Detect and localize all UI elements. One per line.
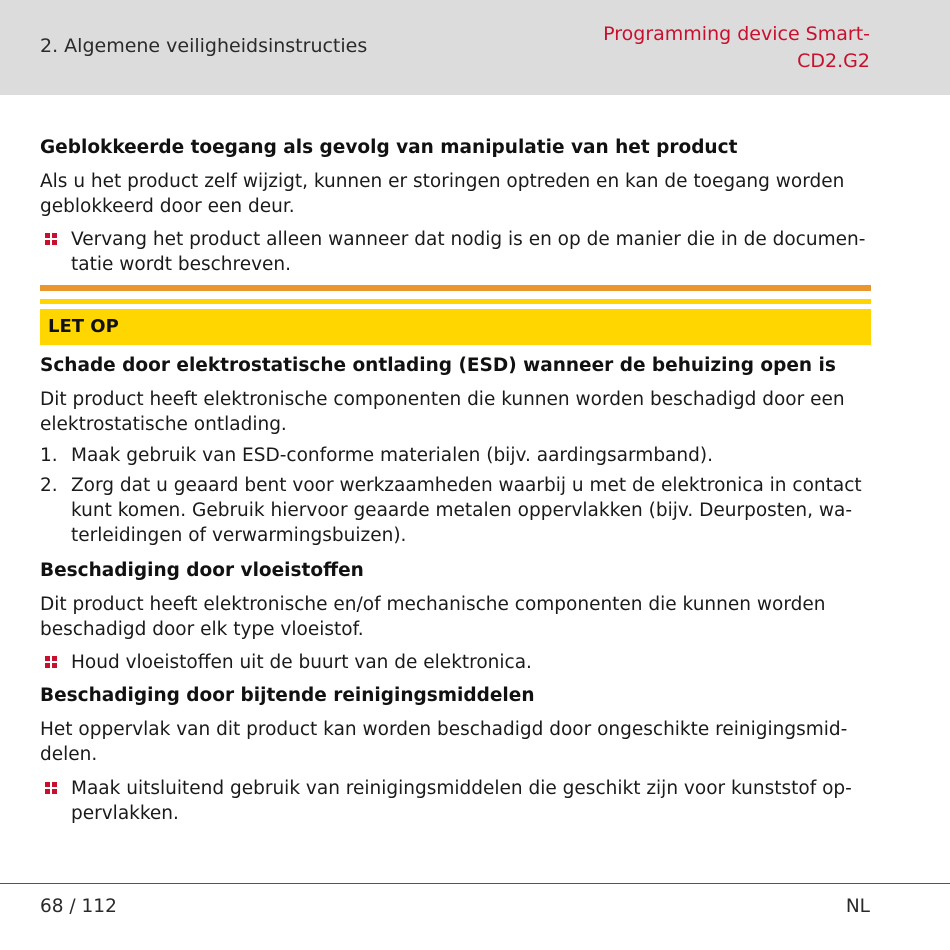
cleaning-heading <box>40 683 871 709</box>
esd-step-2-line3: terleidingen of verwarmingsbuizen). <box>71 525 407 546</box>
notice-thin-yellow-bar <box>40 299 871 304</box>
red-square-bullet-icon <box>45 233 57 245</box>
header-product-line2: CD2.G2 <box>797 50 870 72</box>
liquids-heading <box>40 558 871 584</box>
cleaning-body-line2: delen. <box>40 744 98 765</box>
notice-label: LET OP <box>48 316 119 337</box>
footer-divider <box>0 883 950 884</box>
red-square-bullet-icon <box>45 782 57 794</box>
esd-body-line2: elektrostatische ontlading. <box>40 414 287 435</box>
liquids-body-line1: Dit product heeft elektronische en/of mechanische componenten die kunnen worden <box>40 594 826 615</box>
liquids-heading-text: Beschadiging door vloeistoffen <box>40 560 364 581</box>
manipulation-bullet-line1: Vervang het product alleen wanneer dat nodig is en op de manier die in de documen- <box>71 229 866 250</box>
cleaning-bullet-line1: Maak uitsluitend gebruik van reinigingsmiddelen die geschikt zijn voor kunststof op- <box>71 778 852 799</box>
liquids-bullet <box>40 650 871 675</box>
manipulation-bullet <box>40 227 871 277</box>
liquids-body-line2: beschadigd door elk type vloeistof. <box>40 619 364 640</box>
manipulation-body <box>40 169 871 219</box>
esd-step-2-number: 2. <box>40 475 58 496</box>
cleaning-body <box>40 717 871 767</box>
page-header <box>0 0 950 95</box>
cleaning-bullet <box>40 776 871 826</box>
esd-body-line1: Dit product heeft elektronische componenten die kunnen worden beschadigd door een <box>40 389 845 410</box>
esd-step-1-number: 1. <box>40 445 58 466</box>
manipulation-heading-text: Geblokkeerde toegang als gevolg van manipulatie van het product <box>40 137 738 158</box>
esd-step-2-line1: Zorg dat u geaard bent voor werkzaamheden waarbij u met de elektronica in contact <box>71 475 862 496</box>
esd-step-1-text: Maak gebruik van ESD-conforme materialen (bijv. aardingsarmband). <box>71 445 713 466</box>
header-section-title: 2. Algemene veiligheidsinstructies <box>40 35 368 57</box>
esd-heading-text: Schade door elektrostatische ontlading (ESD) wanneer de behuizing open is <box>40 355 836 376</box>
esd-heading <box>40 353 871 379</box>
manipulation-heading <box>40 135 871 161</box>
cleaning-heading-text: Beschadiging door bijtende reinigingsmiddelen <box>40 685 535 706</box>
notice-orange-bar <box>40 285 871 291</box>
esd-body <box>40 387 871 437</box>
header-product-line1: Programming device Smart- <box>603 23 870 45</box>
esd-step-1 <box>40 443 871 468</box>
esd-step-2 <box>40 473 871 548</box>
manipulation-body-line2: geblokkeerd door een deur. <box>40 196 295 217</box>
liquids-bullet-text: Houd vloeistoffen uit de buurt van de elektronica. <box>71 652 532 673</box>
footer-language: NL <box>845 896 870 917</box>
cleaning-bullet-line2: pervlakken. <box>71 803 179 824</box>
header-product-name <box>570 21 870 75</box>
esd-step-2-line2: kunt komen. Gebruik hiervoor geaarde metalen oppervlakken (bijv. Deurposten, wa- <box>71 500 853 521</box>
footer-page-number: 68 / 112 <box>40 896 117 917</box>
red-square-bullet-icon <box>45 656 57 668</box>
cleaning-body-line1: Het oppervlak van dit product kan worden beschadigd door ongeschikte reinigingsmid- <box>40 719 848 740</box>
manipulation-body-line1: Als u het product zelf wijzigt, kunnen er storingen optreden en kan de toegang worden <box>40 171 845 192</box>
manipulation-bullet-line2: tatie wordt beschreven. <box>71 254 292 275</box>
liquids-body <box>40 592 871 642</box>
notice-banner <box>40 309 871 345</box>
